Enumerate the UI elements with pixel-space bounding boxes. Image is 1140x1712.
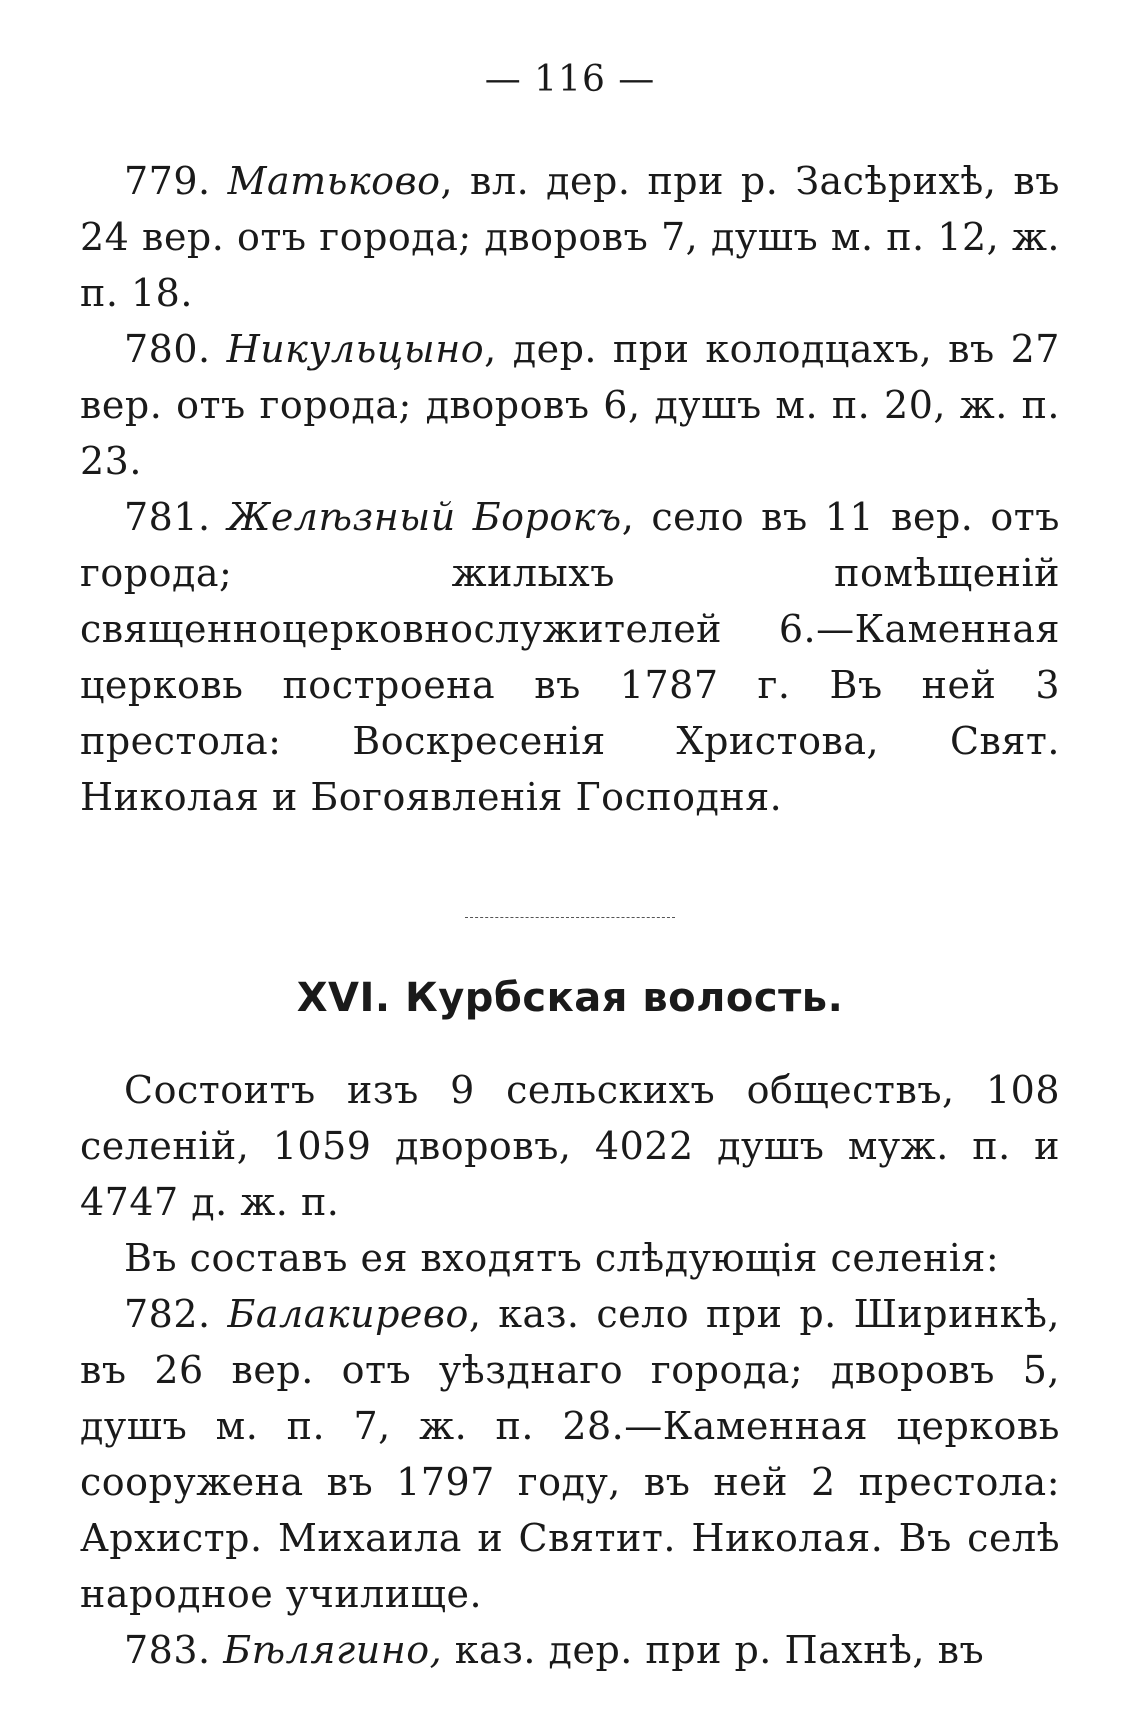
entry-number: 779.: [124, 159, 211, 204]
village-name: Бѣлягино,: [223, 1628, 443, 1673]
village-name: Никульцыно: [226, 327, 485, 372]
entry-781: [80, 489, 1060, 825]
village-name: Балакирево: [227, 1292, 469, 1337]
entry-text: , вл. дер. при р. Засѣрихѣ, въ 24 вер. отъ города; дворовъ 7, душъ м. п. 12, ж. п. 18.: [80, 159, 1060, 316]
section-title: XVI. Курбская волость.: [296, 975, 844, 1022]
entry-text: , село въ 11 вер. отъ города; жилыхъ помѣщеній священноцерковнослужителей 6.—Каменная церковь построена въ 1787 г. Въ ней 3 престола: Воскресенія Христова, Свят. Николая и Богоявленія Господня.: [80, 495, 1060, 820]
section-lead: Въ составъ ея входятъ слѣдующія селенія:: [124, 1236, 1000, 1281]
section-divider: [465, 917, 675, 918]
entry-text: , дер. при колодцахъ, въ 27 вер. отъ города; дворовъ 6, душъ м. п. 20, ж. п. 23.: [80, 327, 1060, 484]
entry-779: [80, 153, 1060, 321]
village-name: Желѣзный Борокъ: [227, 495, 622, 540]
entry-text: каз. дер. при р. Пахнѣ, въ: [442, 1628, 985, 1673]
entry-number: 781.: [124, 495, 211, 540]
entry-number: 783.: [124, 1628, 211, 1673]
entry-780: [80, 321, 1060, 489]
entry-number: 782.: [124, 1292, 211, 1337]
entry-number: 780.: [124, 327, 211, 372]
village-name: Матьково: [227, 159, 441, 204]
entry-783: [80, 1622, 1060, 1678]
entry-782: [80, 1286, 1060, 1622]
page-number: — 116 —: [484, 59, 656, 100]
entry-text: , каз. село при р. Ширинкѣ, въ 26 вер. отъ уѣзднаго города; дворовъ 5, душъ м. п. 7, ж. п. 28.—Каменная церковь сооружена въ 1797 году, въ ней 2 престола: Архистр. Михаила и Святит. Николая. Въ селѣ народное училище.: [80, 1292, 1060, 1617]
book-page: [80, 58, 1060, 1678]
section-intro: Состоитъ изъ 9 сельскихъ обществъ, 108 селеній, 1059 дворовъ, 4022 душъ муж. п. и 4747 д. ж. п.: [80, 1068, 1060, 1225]
